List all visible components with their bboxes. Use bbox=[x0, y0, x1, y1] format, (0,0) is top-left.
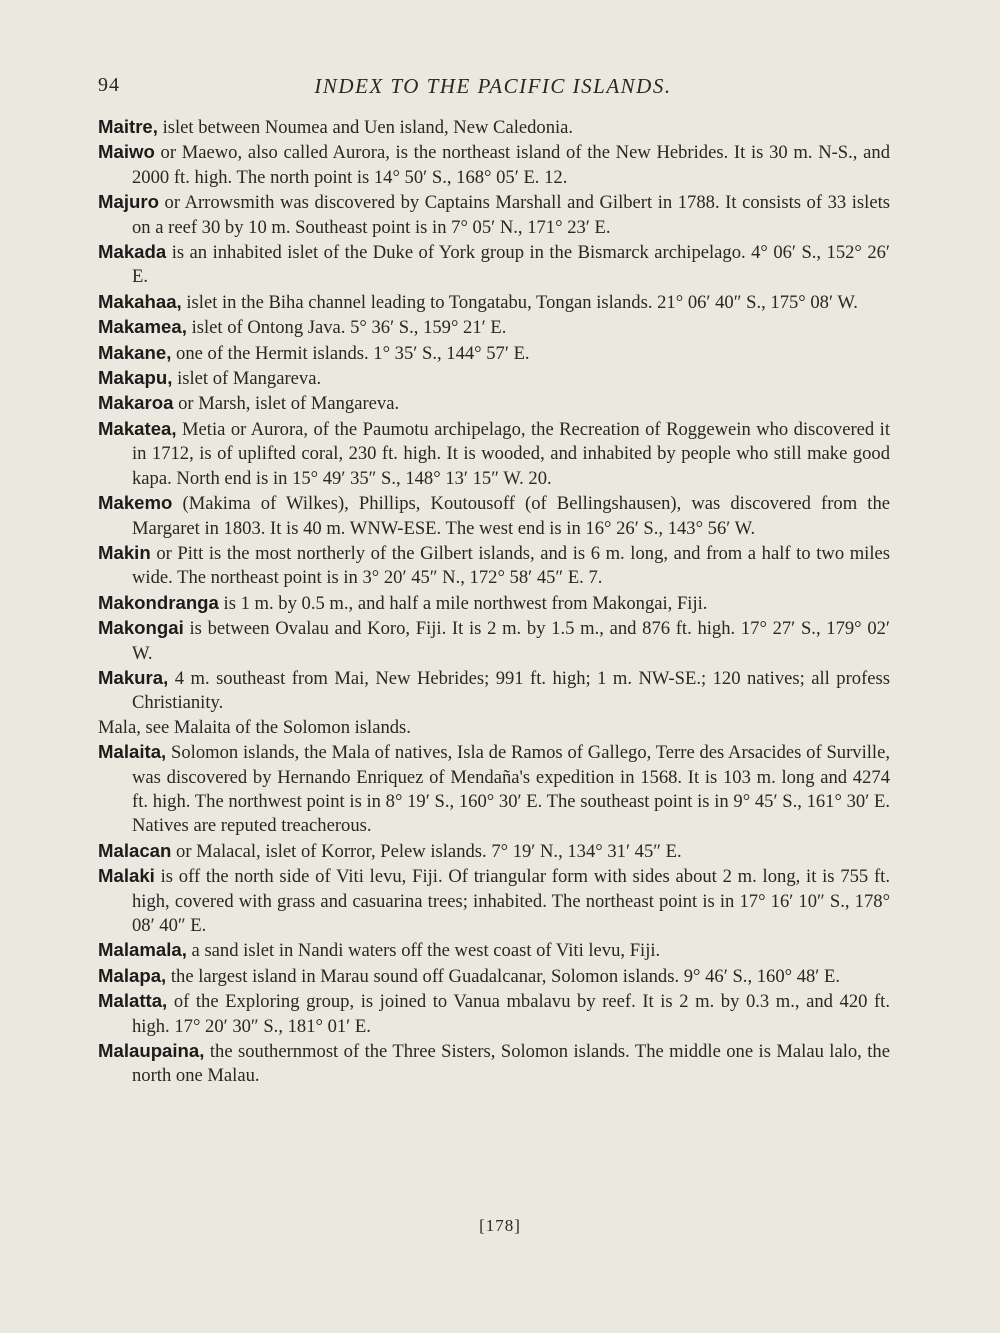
running-head bbox=[98, 74, 888, 104]
index-entry bbox=[98, 290, 890, 315]
entry-text: the southernmost of the Three Sisters, Solomon islands. The middle one is Malau lalo, the north one Malau. bbox=[132, 1041, 890, 1087]
entry-headword: Maitre, bbox=[98, 116, 158, 137]
entry-headword: Makatea, bbox=[98, 417, 177, 439]
index-entry bbox=[98, 938, 890, 963]
entry-text: is an inhabited islet of the Duke of York group in the Bismarck archipelago. 4° 06′ S., 152° 26′ E. bbox=[132, 242, 890, 288]
entry-headword: Malamala, bbox=[98, 939, 187, 961]
index-entry bbox=[98, 1039, 890, 1089]
index-entry bbox=[98, 864, 890, 938]
entry-text: Mala, see Malaita of the Solomon islands. bbox=[98, 716, 411, 738]
entry-headword: Makongai bbox=[98, 617, 184, 639]
entry-text: is 1 m. by 0.5 m., and half a mile northwest from Makongai, Fiji. bbox=[223, 592, 708, 614]
index-entry bbox=[98, 391, 890, 416]
entry-text: the largest island in Marau sound off Guadalcanar, Solomon islands. 9° 46′ S., 160° 48′ E. bbox=[170, 965, 841, 987]
entry-text: a sand islet in Nandi waters off the west coast of Viti levu, Fiji. bbox=[191, 940, 661, 962]
entry-headword: Maiwo bbox=[98, 141, 155, 163]
index-entry bbox=[98, 190, 890, 240]
entry-headword: Makane, bbox=[98, 341, 172, 363]
entry-headword: Makada bbox=[98, 241, 167, 263]
entry-text: islet of Ontong Java. 5° 36′ S., 159° 21′ E. bbox=[191, 317, 507, 339]
running-title: INDEX TO THE PACIFIC ISLANDS. bbox=[314, 74, 672, 98]
index-entry bbox=[98, 341, 890, 366]
entry-text: 4 m. southeast from Mai, New Hebrides; 991 ft. high; 1 m. NW-SE.; 120 natives; all profess Christianity. bbox=[132, 667, 890, 714]
entry-text: Solomon islands, the Mala of natives, Isla de Ramos of Gallego, Terre des Arsacides of Surville, was discovered by Hernando Enriquez of Mendaña's expedition in 1568. It is 103 m. long and 4274 ft. high. The northwest point is in 8° 19′ S., 160° 30′ E. The southeast point is in 9° 45′ S., 161° 30′ E. Natives are reputed treacherous. bbox=[132, 742, 890, 837]
entry-text: Metia or Aurora, of the Paumotu archipelago, the Recreation of Roggewein who discovered it in 1712, is of uplifted coral, 230 ft. high. It is wooded, and inhabited by people who still make good kapa. North end is in 15° 49′ 35″ S., 148° 13′ 15″ W. 20. bbox=[132, 418, 890, 489]
index-entry bbox=[98, 315, 890, 340]
index-entry bbox=[98, 616, 890, 666]
entry-text: islet in the Biha channel leading to Tongatabu, Tongan islands. 21° 06′ 40″ S., 175° 08′ W. bbox=[186, 291, 858, 313]
entry-text: is off the north side of Viti levu, Fiji. Of triangular form with sides about 2 m. long, it is 755 ft. high, covered with grass and casuarina trees; inhabited. The northeast point is in 17° 16′ 10″ S., 178° 08′ 40″ E. bbox=[132, 866, 890, 936]
entry-text: or Maewo, also called Aurora, is the northeast island of the New Hebrides. It is 30 m. N-S., and 2000 ft. high. The north point is 14° 50′ S., 168° 05′ E. 12. bbox=[132, 142, 890, 188]
entry-headword: Malacan bbox=[98, 839, 172, 861]
entry-headword: Malaki bbox=[98, 865, 155, 887]
entry-headword: Makaroa bbox=[98, 392, 174, 414]
entry-headword: Majuro bbox=[98, 191, 159, 213]
entry-text: of the Exploring group, is joined to Vanua mbalavu by reef. It is 2 m. by 0.3 m., and 420 ft. high. 17° 20′ 30″ S., 181° 01′ E. bbox=[132, 991, 890, 1037]
index-entry bbox=[98, 140, 890, 190]
index-entry bbox=[98, 964, 890, 989]
entry-text: islet between Noumea and Uen island, New Caledonia. bbox=[162, 117, 574, 138]
index-entry bbox=[98, 366, 890, 391]
index-entries bbox=[98, 115, 890, 1089]
index-entry bbox=[98, 115, 890, 140]
entry-text: or Marsh, islet of Mangareva. bbox=[178, 393, 400, 415]
entry-headword: Makin bbox=[98, 541, 151, 563]
index-entry bbox=[98, 740, 890, 839]
index-entry bbox=[98, 839, 890, 864]
entry-text: or Malacal, islet of Korror, Pelew islands. 7° 19′ N., 134° 31′ 45″ E. bbox=[176, 840, 682, 862]
entry-headword: Malatta, bbox=[98, 990, 168, 1012]
entry-text: is between Ovalau and Koro, Fiji. It is 2 m. by 1.5 m., and 876 ft. high. 17° 27′ S., 179° 02′ W. bbox=[132, 618, 890, 664]
index-entry bbox=[98, 417, 890, 491]
index-entry bbox=[98, 666, 890, 716]
entry-headword: Malapa, bbox=[98, 964, 167, 986]
signature-mark: [178] bbox=[479, 1216, 521, 1235]
entry-headword: Makamea, bbox=[98, 316, 187, 338]
entry-headword: Makapu, bbox=[98, 367, 173, 389]
entry-headword: Malaita, bbox=[98, 741, 167, 763]
entry-headword: Makura, bbox=[98, 666, 169, 688]
entry-text: one of the Hermit islands. 1° 35′ S., 144° 57′ E. bbox=[176, 342, 530, 364]
index-entry bbox=[98, 989, 890, 1039]
entry-headword: Makemo bbox=[98, 492, 173, 514]
page-number: 94 bbox=[98, 74, 120, 96]
index-entry bbox=[98, 491, 890, 541]
index-entry bbox=[98, 240, 890, 290]
entry-headword: Makondranga bbox=[98, 591, 219, 613]
index-entry-cross-reference bbox=[98, 716, 890, 740]
entry-headword: Makahaa, bbox=[98, 290, 182, 312]
entry-text: or Arrowsmith was discovered by Captains Marshall and Gilbert in 1788. It consists of 33 islets on a reef 30 by 10 m. Southeast point is in 7° 05′ N., 171° 23′ E. bbox=[132, 192, 890, 238]
entry-text: or Pitt is the most northerly of the Gilbert islands, and is 6 m. long, and from a half to two miles wide. The northeast point is in 3° 20′ 45″ N., 172° 58′ 45″ E. 7. bbox=[132, 542, 890, 589]
entry-text: islet of Mangareva. bbox=[177, 368, 322, 390]
entry-headword: Malaupaina, bbox=[98, 1040, 205, 1062]
index-entry bbox=[98, 541, 890, 591]
entry-text: (Makima of Wilkes), Phillips, Koutousoff (of Bellingshausen), was discovered from the Margaret in 1803. It is 40 m. WNW-ESE. The west end is in 16° 26′ S., 143° 56′ W. bbox=[132, 493, 890, 539]
index-entry bbox=[98, 591, 890, 616]
